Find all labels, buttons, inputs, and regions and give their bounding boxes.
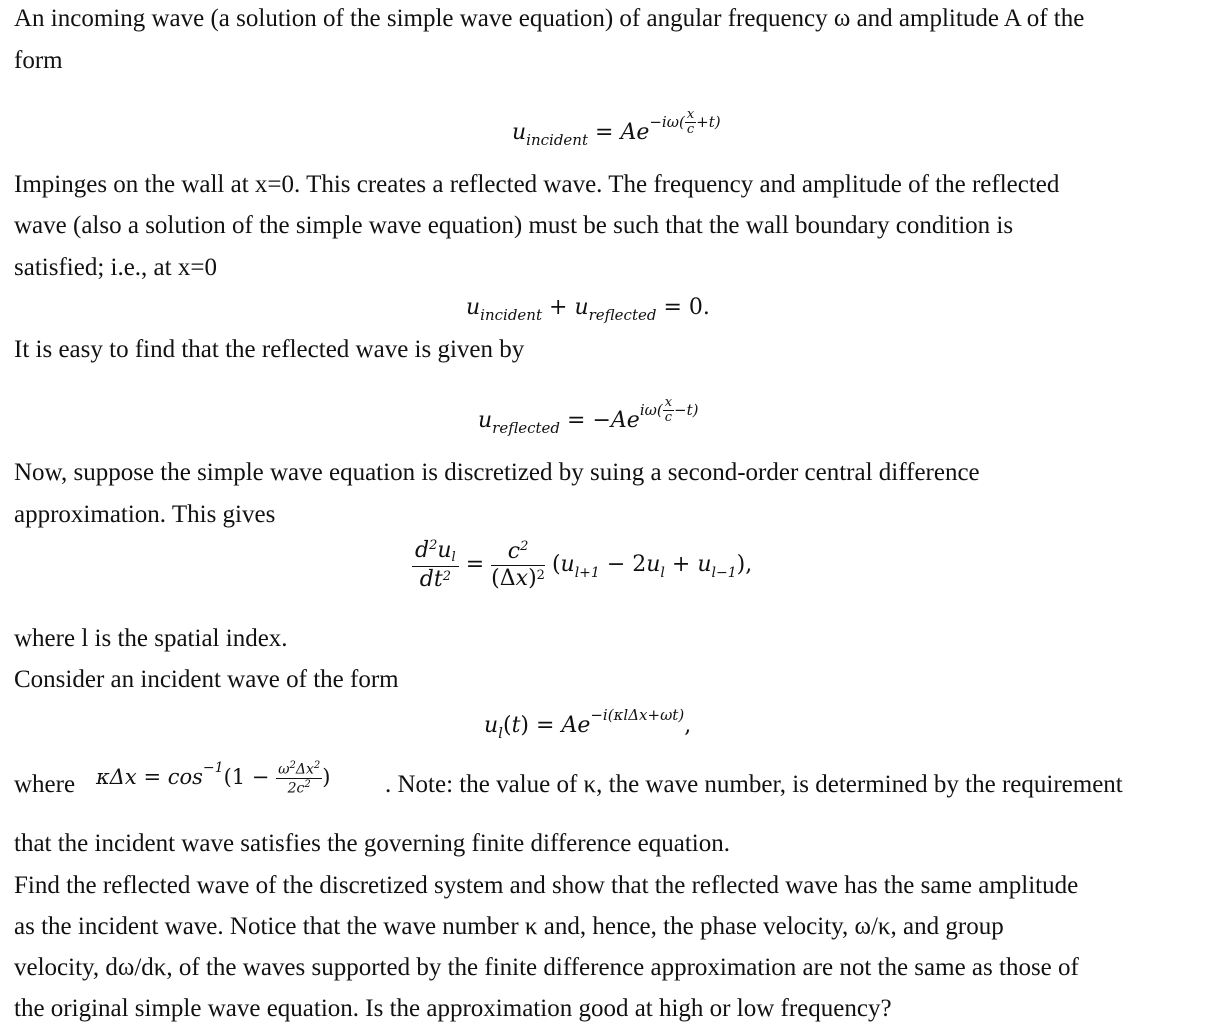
paragraph-8-line-1: that the incident wave satisfies the governing finite difference equation.	[14, 830, 730, 857]
paragraph-4-line-2: approximation. This gives	[14, 501, 276, 528]
paragraph-2-line-2: wave (also a solution of the simple wave equation) must be such that the wall boundary condition is	[14, 212, 1014, 239]
paragraph-9-line-3: velocity, dω/dκ, of the waves supported by the finite difference approximation are not the same as those of	[14, 954, 1079, 981]
paragraph-4-line-1: Now, suppose the simple wave equation is discretized by suing a second-order central difference	[14, 459, 980, 486]
equation-finite-difference: $\frac{d^2u_l}{dt^2}$ = $\frac{c^2}{(\Delta x)^2}$ $(u_{l+1} - 2u_l + u_{l-1})$,	[412, 538, 752, 592]
paragraph-7-where: where	[14, 771, 76, 798]
paragraph-1-line-2: form	[14, 47, 63, 74]
equation-boundary-condition: $u_{incident} + u_{reflected} = 0$.	[466, 295, 710, 324]
paragraph-2-line-1: Impinges on the wall at x=0. This creates a reflected wave. The frequency and amplitude of the reflected	[14, 171, 1060, 198]
paragraph-7-note: . Note: the value of κ, the wave number, is determined by the requirement	[385, 771, 1123, 798]
paragraph-1-line-1: An incoming wave (a solution of the simple wave equation) of angular frequency ω and amplitude A of the	[14, 5, 1085, 32]
equation-discrete-incident-wave: $u_l(t) = Ae^{-i(\kappa l\Delta x+\omega t)}$,	[484, 706, 692, 742]
equation-reflected-wave: $u_{reflected} = -Ae^{i\omega( \frac{x}{c} -t)}$	[478, 395, 699, 437]
paragraph-9-line-4: the original simple wave equation. Is the approximation good at high or low frequency?	[14, 995, 892, 1022]
equation-wave-number: $\kappa\Delta x = \cos^{-1}(1$ − $\frac{\omega^2\Delta x^2}{2c^2}$ )	[96, 760, 331, 797]
paragraph-6-line-1: Consider an incident wave of the form	[14, 666, 399, 693]
paragraph-5-line-1: where l is the spatial index.	[14, 625, 288, 652]
equation-incident-wave: $u_{incident} = Ae^{-i\omega( \frac{x}{c} +t)}$	[512, 107, 721, 149]
paragraph-3-line-1: It is easy to find that the reflected wave is given by	[14, 336, 525, 363]
paragraph-9-line-2: as the incident wave. Notice that the wave number κ and, hence, the phase velocity, ω/κ, and group	[14, 913, 1004, 940]
paragraph-2-line-3: satisfied; i.e., at x=0	[14, 254, 217, 281]
paragraph-9-line-1: Find the reflected wave of the discretized system and show that the reflected wave has the same amplitude	[14, 872, 1079, 899]
